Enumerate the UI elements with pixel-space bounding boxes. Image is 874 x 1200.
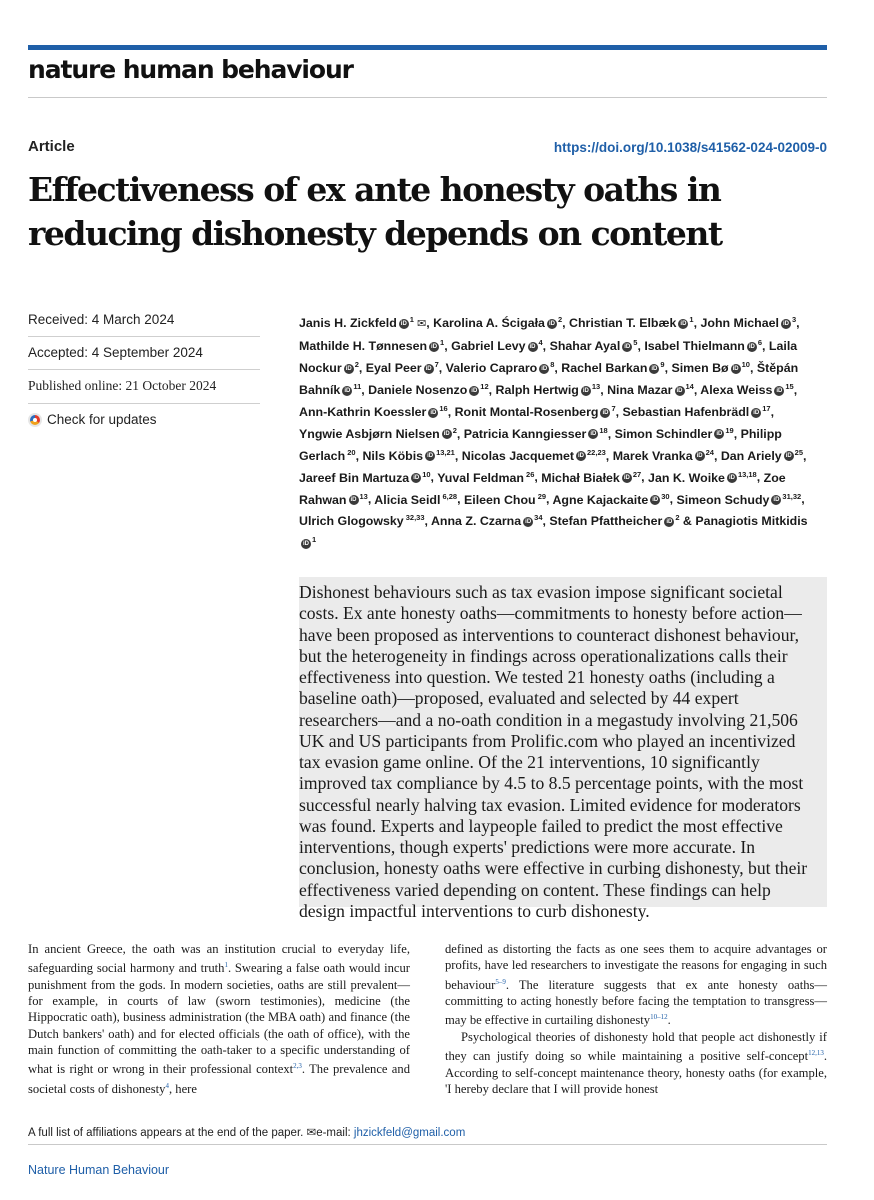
orcid-icon[interactable]: iD [303, 541, 309, 548]
article-type: Article [28, 138, 75, 155]
affiliation-ref: 2 [675, 513, 680, 523]
author-name: Janis H. Zickfeld [299, 316, 397, 331]
author[interactable] [299, 405, 448, 419]
affiliation-ref: 32,33 [403, 513, 425, 523]
author-name: Nils Köbis [362, 448, 424, 463]
author-name: Philipp Gerlach [299, 426, 782, 463]
affiliation-ref: 12 [480, 381, 489, 391]
author-name: Nicolas Jacquemet [461, 448, 575, 463]
orcid-icon[interactable]: iD [651, 365, 658, 372]
author-name: Yuval Feldman [437, 470, 524, 485]
affiliation-ref: 10 [741, 359, 750, 369]
affiliation-ref: 27 [632, 469, 642, 479]
affiliation-ref: 22,23 [587, 447, 606, 457]
author[interactable] [721, 449, 803, 463]
orcid-icon[interactable]: iD [582, 387, 589, 394]
author[interactable] [362, 449, 454, 463]
publication-dates [28, 304, 260, 427]
author[interactable] [623, 405, 771, 419]
doi-link[interactable]: https://doi.org/10.1038/s41562-024-02009-0 [553, 140, 827, 155]
author-name: Eileen Chou [464, 492, 536, 507]
affiliation-ref: 24 [705, 447, 714, 457]
author-name: Simeon Schudy [676, 492, 770, 507]
orcid-icon[interactable]: iD [602, 409, 609, 416]
affiliation-ref: 19 [725, 425, 734, 435]
orcid-icon[interactable]: iD [425, 365, 432, 372]
affiliation-ref: 2 [452, 425, 457, 435]
orcid-icon[interactable]: iD [345, 365, 352, 372]
corresponding-email-link[interactable]: jhzickfeld@gmail.com [353, 1127, 466, 1139]
orcid-icon[interactable]: iD [548, 320, 555, 327]
envelope-icon: ✉ [306, 1127, 317, 1139]
author-name: Yngwie Asbjørn Nielsen [299, 426, 440, 441]
author-name: Sebastian Hafenbrädl [622, 404, 750, 419]
published-date: Published online: 21 October 2024 [28, 370, 260, 404]
author[interactable] [431, 514, 543, 528]
author[interactable] [648, 471, 757, 485]
affiliation-ref: 11 [353, 381, 362, 391]
affiliation-ref: 2 [557, 315, 563, 324]
orcid-icon[interactable]: iD [578, 453, 585, 460]
author-name: Dan Ariely [720, 448, 782, 463]
orcid-icon[interactable]: iD [776, 387, 783, 394]
affiliation-ref: 34 [534, 513, 543, 523]
author[interactable] [550, 339, 638, 353]
affiliation-ref: 25 [794, 447, 803, 457]
affiliation-ref: 6 [757, 337, 763, 347]
affiliation-ref: 6,28 [440, 491, 458, 501]
author-name: Shahar Ayal [549, 339, 621, 354]
affiliation-ref: 1 [689, 315, 694, 324]
affiliation-ref: 3 [791, 315, 797, 324]
author-name: Jan K. Woike [648, 470, 725, 485]
orcid-icon[interactable]: iD [344, 387, 351, 394]
author[interactable] [561, 361, 664, 375]
author-name: Patricia Kanngiesser [463, 426, 587, 441]
author-name: Štěpán Bahník [299, 360, 799, 397]
body-paragraph: defined as distorting the facts as one sees them to acquire advantages or profits, have led researchers to investigate the reasons for engaging in such behaviour$^{5-9}$. The literature suggests that ex ante honesty oaths—committing to acting honestly before facing the temptation to transgress—may be effective in curtailing dishonesty$^{10-12}$. [445, 942, 827, 1028]
affiliation-ref: 7 [611, 403, 616, 413]
orcid-icon[interactable]: iD [350, 497, 357, 504]
author[interactable] [613, 449, 714, 463]
author-name: Anna Z. Czarna [430, 514, 522, 529]
author-name: Marek Vranka [612, 448, 693, 463]
author[interactable] [299, 339, 444, 353]
affiliation-ref: 4 [538, 337, 543, 347]
author[interactable] [299, 514, 425, 528]
citation-ref[interactable]: 4 [165, 1081, 169, 1090]
affiliation-ref: 13,18 [737, 469, 757, 479]
author[interactable] [700, 316, 796, 330]
body-column-right [445, 941, 827, 1097]
orcid-icon[interactable]: iD [696, 453, 703, 460]
author[interactable] [615, 427, 734, 441]
affiliation-ref: 13 [591, 381, 601, 391]
affiliation-ref: 1 [409, 315, 414, 324]
orcid-icon[interactable]: iD [728, 475, 735, 482]
author-name: Laila Nockur [299, 339, 798, 375]
orcid-icon[interactable]: iD [413, 475, 420, 482]
author[interactable] [552, 493, 669, 507]
top-accent-bar [28, 45, 827, 50]
author[interactable] [437, 471, 534, 485]
orcid-icon[interactable]: iD [666, 519, 673, 526]
abstract-box [299, 577, 827, 921]
orcid-icon[interactable]: iD [400, 320, 407, 327]
check-for-updates-button[interactable] [28, 404, 260, 427]
body-paragraph: In ancient Greece, the oath was an institution crucial to everyday life, safeguarding social harmony and truth$^1$. Swearing a false oath would incur punishment from the gods. In modern societies, oaths are still prevalent—for example, in courts of law (sworn testimonies), medicine (the Hippocratic oath), business administration (the MBA oath) and finance (the Dutch bankers' oath) and for elected officials (the oath of office), with the main function of committing the oath-taker to a specific understanding of what is right or wrong in their professional context$^{2,3}$. The prevalence and societal costs of dishonesty$^4$, here [28, 942, 411, 1096]
author[interactable] [541, 471, 641, 485]
received-date: Received: 4 March 2024 [28, 304, 260, 337]
affiliation-ref: 2 [354, 359, 359, 369]
author[interactable] [299, 427, 457, 441]
author[interactable] [549, 514, 679, 528]
affiliation-ref: 31,32 [782, 491, 802, 501]
author-name: Zoe Rahwan [299, 470, 786, 507]
author-name: Panagiotis Mitkidis [695, 514, 808, 529]
author[interactable] [496, 383, 601, 397]
author-list: Janis H. Zickfeld iD $^1$ ✉, Karolina A. Ścigała iD $^2$, Christian T. Elbæk iD $^1$, John Michael iD $^3$, Mathilde H. Tønnesen iD $^1$, Gabriel Levy iD $^4$, Shahar Ayal iD $^5$, Isabel Thielmann iD $^6$, Laila Nockur iD $^2$, Eyal Peer iD $^7$, Valerio Capraro iD $^8$, Rachel Barkan iD $^9$, Simen Bø iD $^{10}$, Štěpán Bahník iD $^{11}$, Daniele Nosenzo iD $^{12}$, Ralph Hertwig iD $^{13}$, Nina Mazar iD $^{14}$, Alexa Weiss iD $^{15}$, Ann-Kathrin Koessler iD $^{16}$, Ronit Montal-Rosenberg iD $^7$, Sebastian Hafenbrädl iD $^{17}$, Yngwie Asbjørn Nielsen iD $^2$, Patricia Kanngiesser iD $^{18}$, Simon Schindler iD $^{19}$, Philipp Gerlach $^{20}$, Nils Köbis iD $^{13,21}$, Nicolas Jacquemet iD $^{22,23}$, Marek Vranka iD $^{24}$, Dan Ariely iD $^{25}$, Jareef Bin Martuza iD $^{10}$, Yuval Feldman $^{26}$, Michał Białek iD $^{27}$, Jan K. Woike iD $^{13,18}$, Zoe Rahwan iD $^{13}$, Alicia Seidl $^{6,28}$, Eileen Chou $^{29}$, Agne Kajackaite iD $^{30}$, Simeon Schudy iD $^{31,32}$, Ulrich Glogowsky $^{32,33}$, Anna Z. Czarna iD $^{34}$, Stefan Pfattheicher iD $^2$ & Panagiotis MitkidisiD $^1$ [299, 311, 819, 553]
author-name: John Michael [700, 316, 779, 331]
author-name: Eyal Peer [365, 360, 422, 375]
affiliation-ref: 10 [422, 469, 431, 479]
affiliation-ref: 30 [661, 491, 670, 501]
author-name: Ralph Hertwig [495, 382, 579, 397]
author-name: Daniele Nosenzo [368, 382, 468, 397]
orcid-icon[interactable]: iD [782, 320, 789, 327]
affiliation-ref: 8 [550, 359, 555, 369]
orcid-icon[interactable]: iD [773, 497, 780, 504]
orcid-icon[interactable]: iD [430, 409, 437, 416]
affiliation-ref: 16 [439, 403, 448, 413]
citation-ref[interactable]: 1 [224, 961, 228, 970]
author-name: Simon Schindler [614, 426, 713, 441]
affiliation-ref: 14 [685, 381, 694, 391]
orcid-icon[interactable]: iD [541, 365, 548, 372]
author[interactable] [446, 361, 555, 375]
author[interactable] [374, 493, 457, 507]
author-name: Alexa Weiss [700, 382, 773, 397]
author-name: Christian T. Elbæk [569, 316, 677, 331]
affiliation-ref: 9 [660, 359, 665, 369]
author[interactable] [464, 427, 608, 441]
orcid-icon[interactable]: iD [431, 343, 438, 350]
orcid-icon[interactable]: iD [652, 497, 659, 504]
affiliation-ref: 18 [599, 425, 608, 435]
abstract-text: Dishonest behaviours such as tax evasion impose significant societal costs. Ex ante honesty oaths—commitments to honesty before action—have been proposed as interventions to counteract dishonest behaviour, but the heterogeneity in findings across operationalizations calls their effectiveness into question. We tested 21 honesty oaths (including a baseline oath)—proposed, evaluated and selected by 44 expert researchers—and a no-oath condition in a megastudy involving 21,506 UK and US participants from Prolific.com who played an incentivized tax evasion game online. Of the 21 interventions, 10 significantly improved tax compliance by 4.5 to 8.5 percentage points, with the most successful nearly halving tax evasion. Limited evidence for moderators was found. Experts and laypeople failed to predict the most effective interventions, though experts' predictions were more accurate. In conclusion, honesty oaths were effective in curbing dishonesty, but their effectiveness varied depending on content. These findings can help design impactful interventions to curb dishonesty. [299, 582, 808, 921]
citation-ref[interactable]: 5–9 [495, 977, 506, 986]
orcid-icon[interactable]: iD [624, 343, 631, 350]
author-name: Michał Białek [541, 470, 620, 485]
author-name: Rachel Barkan [561, 360, 648, 375]
author-name: Gabriel Levy [451, 339, 526, 354]
orcid-icon[interactable]: iD [525, 519, 532, 526]
author[interactable] [433, 316, 562, 330]
author[interactable] [451, 339, 543, 353]
author-name: Simen Bø [671, 360, 729, 375]
citation-ref[interactable]: 2,3 [293, 1062, 302, 1071]
author-name: Stefan Pfattheicher [549, 514, 663, 529]
orcid-icon[interactable]: iD [676, 387, 683, 394]
orcid-icon[interactable]: iD [748, 343, 755, 350]
orcid-icon[interactable]: iD [732, 365, 739, 372]
author[interactable] [464, 493, 546, 507]
author[interactable] [569, 316, 694, 330]
accepted-date: Accepted: 4 September 2024 [28, 337, 260, 370]
body-paragraph: Psychological theories of dishonesty hold that people act dishonestly if they can justify doing so while maintaining a positive self-concept$^{12,13}$. According to self-concept maintenance theory, honesty oaths (for example, 'I hereby declare that I will provide honest [445, 1029, 827, 1096]
author[interactable] [644, 339, 762, 353]
author[interactable] [700, 383, 793, 397]
footer-journal-name: Nature Human Behaviour [28, 1163, 170, 1177]
affiliations-footnote: A full list of affiliations appears at the end of the paper. ✉e-mail: jhzickfeld@gmail.com [28, 1127, 466, 1139]
author-name: Mathilde H. Tønnesen [299, 339, 428, 354]
affiliation-ref: 7 [434, 359, 439, 369]
orcid-icon[interactable]: iD [471, 387, 478, 394]
check-for-updates-label: Check for updates [47, 412, 157, 427]
orcid-icon[interactable]: iD [716, 431, 723, 438]
footer-divider [28, 1144, 827, 1145]
author[interactable] [299, 471, 431, 485]
affiliation-ref: 15 [785, 381, 794, 391]
author-name: Alicia Seidl [374, 492, 441, 507]
affiliation-ref: 17 [762, 403, 771, 413]
author[interactable] [676, 493, 801, 507]
citation-ref[interactable]: 12,13 [808, 1049, 824, 1058]
author-name: Valerio Capraro [445, 360, 538, 375]
author-name: Isabel Thielmann [644, 339, 745, 354]
affiliation-ref: 13,21 [436, 447, 455, 457]
affiliation-ref: 1 [312, 535, 317, 545]
author-name: Jareef Bin Martuza [299, 470, 410, 485]
author-name: Agne Kajackaite [552, 492, 649, 507]
body-column-left [28, 941, 410, 1097]
author-name: Ronit Montal-Rosenberg [454, 404, 599, 419]
orcid-icon[interactable]: iD [680, 320, 687, 327]
crossmark-icon [28, 413, 42, 427]
author[interactable] [462, 449, 606, 463]
journal-name: nature human behaviour [28, 55, 353, 84]
orcid-icon[interactable]: iD [753, 409, 760, 416]
citation-ref[interactable]: 10–12 [650, 1013, 668, 1022]
header-divider [28, 97, 827, 98]
email-icon[interactable]: ✉ [413, 318, 427, 331]
orcid-icon[interactable]: iD [427, 453, 434, 460]
author[interactable] [366, 361, 439, 375]
author-name: Nina Mazar [607, 382, 673, 397]
orcid-icon[interactable]: iD [785, 453, 792, 460]
author[interactable] [671, 361, 750, 375]
orcid-icon[interactable]: iD [443, 431, 450, 438]
author[interactable] [368, 383, 489, 397]
affiliation-ref: 20 [345, 447, 356, 457]
author[interactable] [455, 405, 616, 419]
author-name: Ann-Kathrin Koessler [299, 404, 427, 419]
affiliation-ref: 1 [440, 337, 445, 347]
affiliation-ref: 26 [523, 469, 535, 479]
orcid-icon[interactable]: iD [623, 475, 630, 482]
affiliation-ref: 5 [633, 337, 638, 347]
orcid-icon[interactable]: iD [590, 431, 597, 438]
affiliation-ref: 29 [535, 491, 547, 501]
author-name: Karolina A. Ścigała [433, 316, 545, 331]
author[interactable] [607, 383, 694, 397]
affiliation-ref: 13 [359, 491, 368, 501]
author[interactable] [299, 316, 426, 330]
author-name: Ulrich Glogowsky [299, 514, 404, 529]
orcid-icon[interactable]: iD [529, 343, 536, 350]
article-title: Effectiveness of ex ante honesty oaths in reducing dishonesty depends on content [28, 170, 722, 253]
